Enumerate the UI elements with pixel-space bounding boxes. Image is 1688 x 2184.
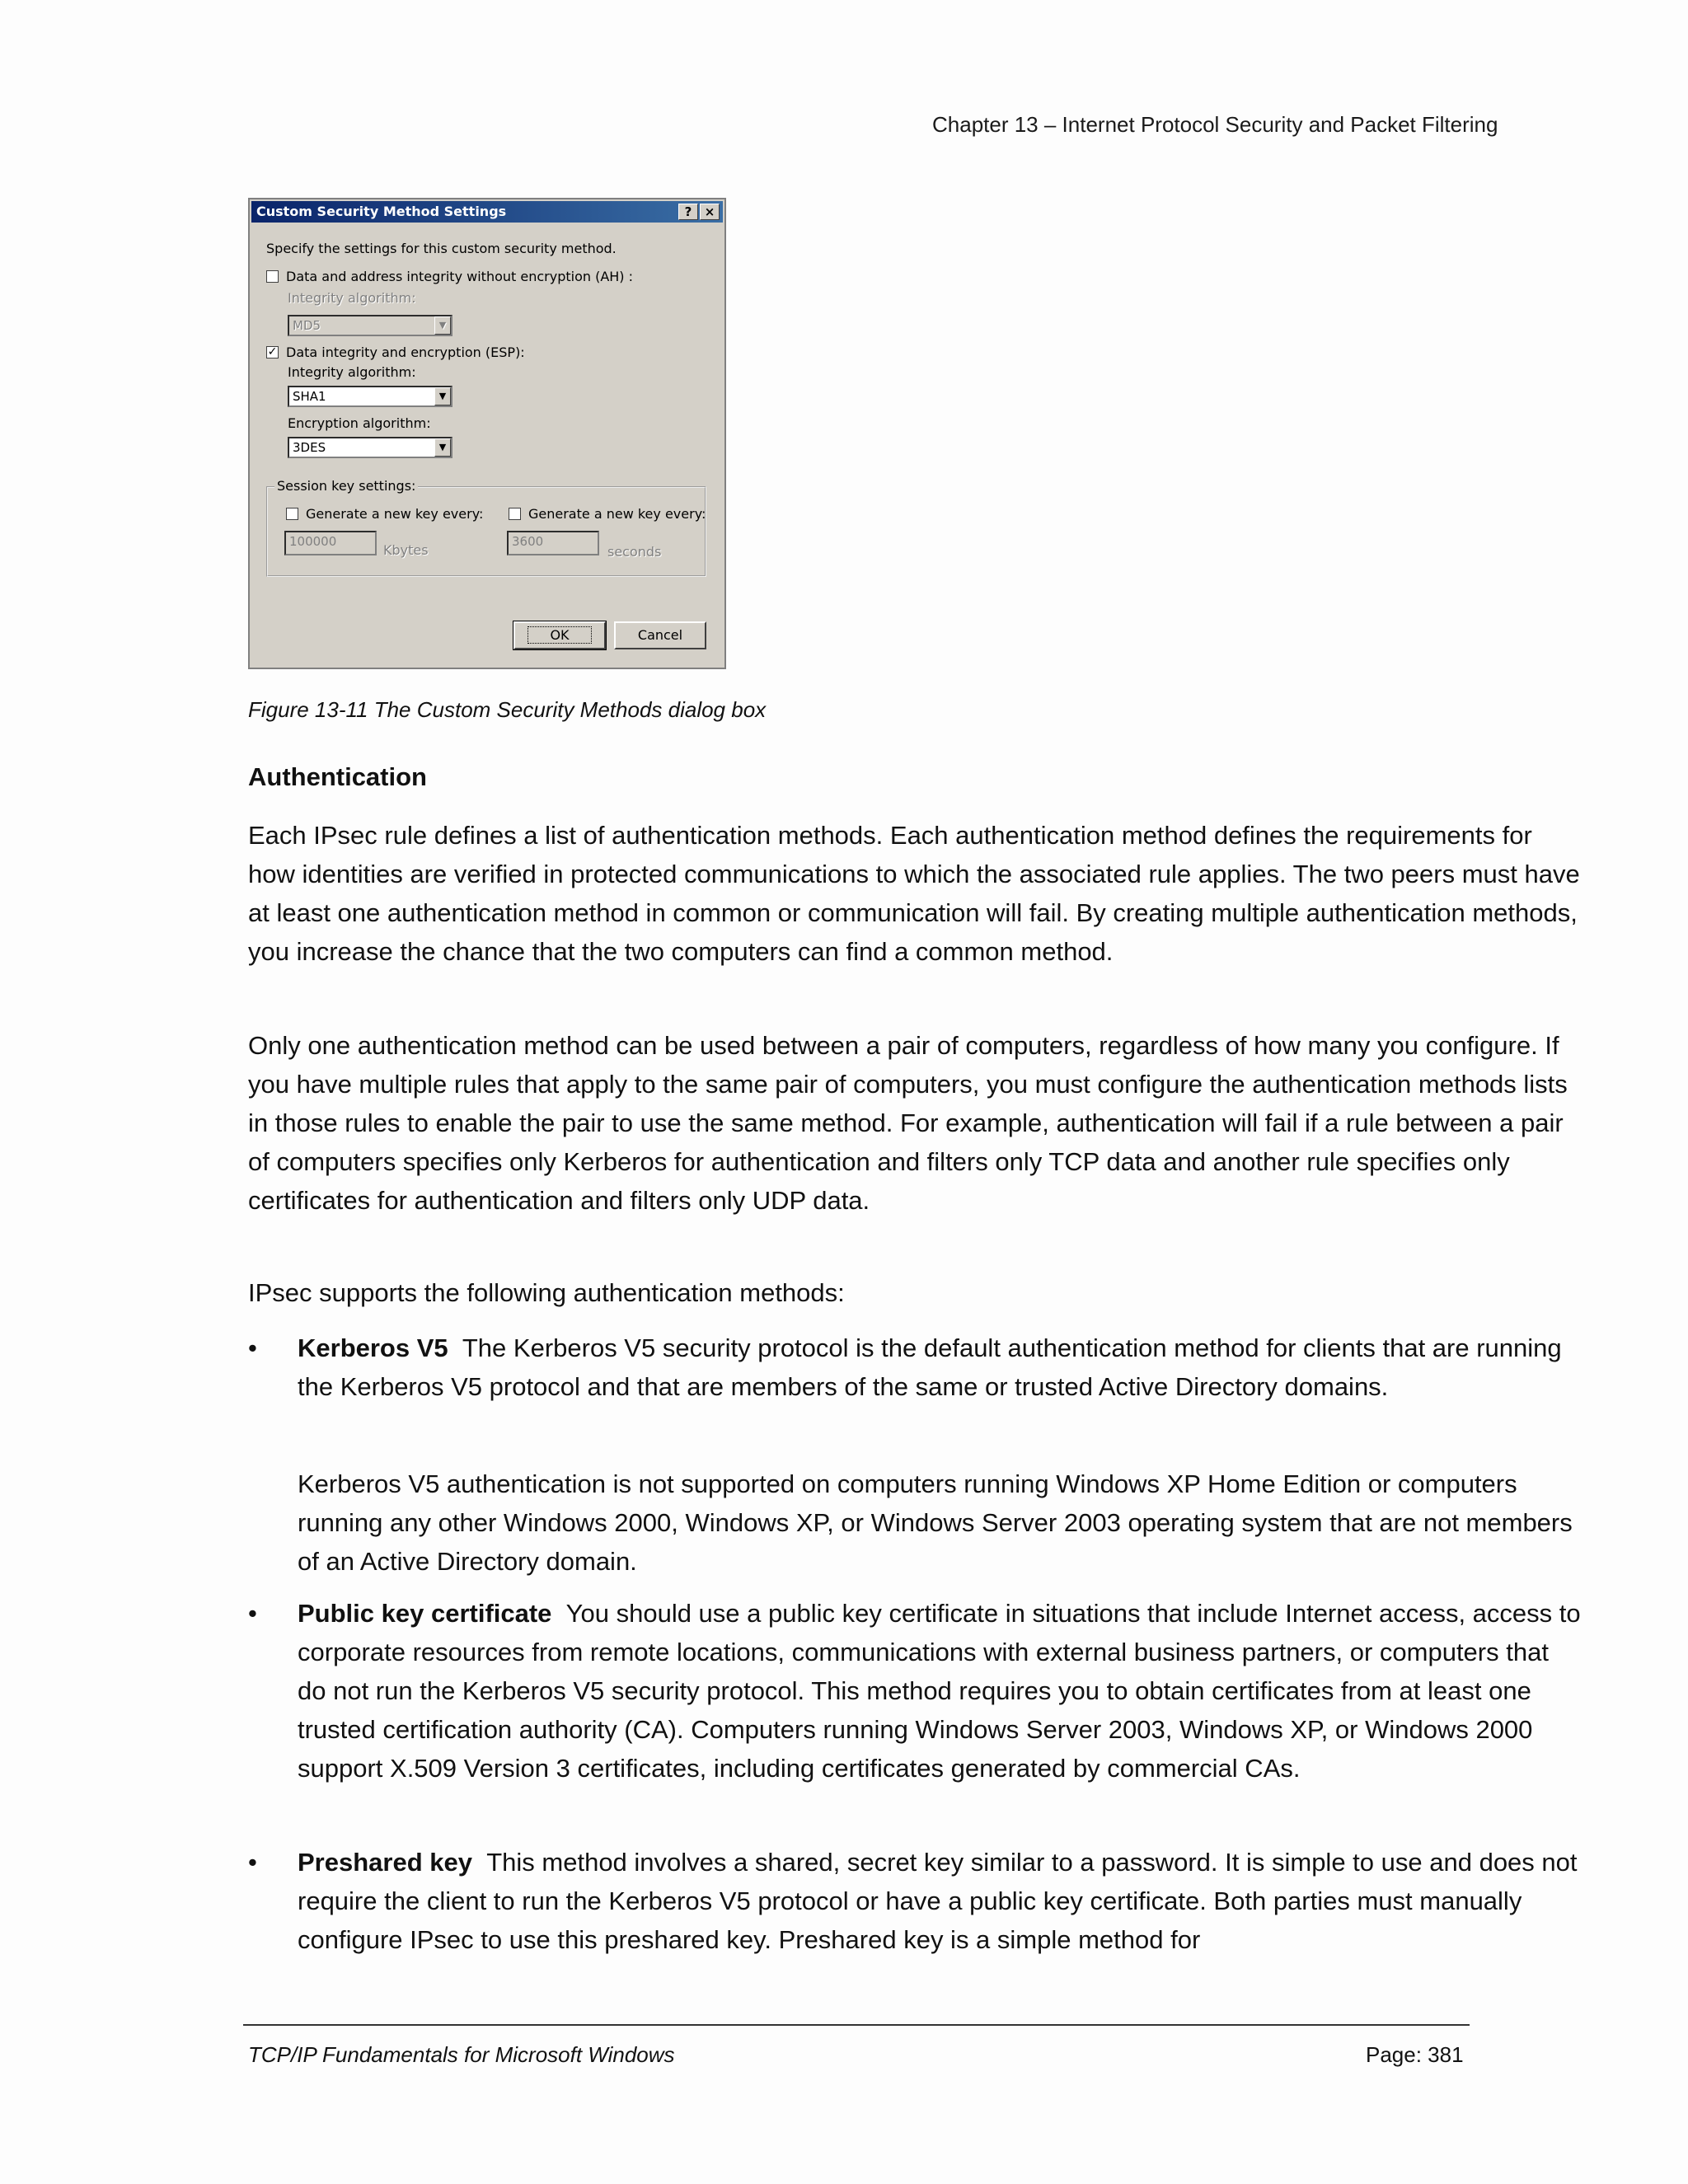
gen-sec-label: Generate a new key every: — [528, 506, 706, 522]
bullet-term: Preshared key — [298, 1848, 472, 1877]
paragraph-3: IPsec supports the following authentication methods: — [248, 1278, 845, 1307]
custom-security-dialog — [248, 198, 726, 669]
gen-sec-checkbox[interactable] — [509, 508, 521, 520]
dialog-intro: Specify the settings for this custom security method. — [266, 241, 617, 256]
bullet-term: Public key certificate — [298, 1599, 552, 1628]
dialog-titlebar — [251, 201, 723, 223]
section-heading: Authentication — [248, 762, 427, 791]
bullet-kerberos — [248, 1329, 1583, 1406]
encryption-label: Encryption algorithm: — [288, 415, 431, 431]
session-key-group — [266, 478, 706, 577]
figure-caption: Figure 13-11 The Custom Security Methods dialog box — [248, 697, 767, 722]
ok-button[interactable] — [513, 621, 606, 649]
dialog-title: Custom Security Method Settings — [256, 204, 507, 219]
session-key-label: Session key settings: — [274, 478, 418, 494]
bullet-public-key — [248, 1594, 1583, 1788]
bullet-text: The Kerberos V5 security protocol is the default authentication method for clients that are running the Kerberos V5 protocol and that are members of the same or trusted Active Directory domains. — [298, 1333, 1562, 1401]
kb-input[interactable]: 100000 — [284, 531, 377, 555]
esp-integrity-label: Integrity algorithm: — [288, 364, 416, 380]
gen-kb-label: Generate a new key every: — [306, 506, 484, 522]
sec-input[interactable]: 3600 — [507, 531, 599, 555]
ah-integrity-label: Integrity algorithm: — [288, 290, 416, 306]
footer-book-title: TCP/IP Fundamentals for Microsoft Windows — [248, 2042, 675, 2067]
page-header: Chapter 13 – Internet Protocol Security and Packet Filtering — [932, 112, 1498, 137]
bullet-marker: • — [248, 1333, 257, 1362]
help-button[interactable]: ? — [678, 204, 698, 220]
bullet-kerberos-note — [248, 1465, 1583, 1581]
ah-integrity-value: MD5 — [293, 318, 321, 333]
bullet-term: Kerberos V5 — [298, 1333, 448, 1362]
bullet-text: This method involves a shared, secret key similar to a password. It is simple to use and does not require the client to run the Kerberos V5 protocol or have a public key certificate. Both parties must manually configure IPsec to use this preshared key. Preshared key is a simple method for — [298, 1848, 1578, 1954]
sec-unit: seconds — [607, 544, 662, 560]
kb-unit: Kbytes — [383, 542, 429, 558]
esp-checkbox[interactable]: ✓ — [267, 345, 278, 359]
ok-label: OK — [528, 626, 591, 644]
chevron-down-icon: ▼ — [434, 316, 451, 335]
ah-checkbox[interactable] — [266, 270, 279, 283]
close-button[interactable]: × — [700, 204, 720, 220]
encryption-select[interactable] — [288, 437, 452, 458]
chevron-down-icon: ▼ — [434, 387, 451, 405]
ah-integrity-select[interactable] — [288, 315, 452, 336]
paragraph-2: Only one authentication method can be used between a pair of computers, regardless of how many you configure. If you have multiple rules that apply to the same pair of computers, you must configure the authentication methods lists in those rules to enable the pair to use the same method. For example, authentication will fail if a rule between a pair of computers specifies only Kerberos for authentication and filters only TCP data and another rule specifies only certificates for authentication and filters only UDP data. — [248, 1031, 1568, 1215]
encryption-value: 3DES — [293, 440, 326, 455]
paragraph-1: Each IPsec rule defines a list of authentication methods. Each authentication method defines the requirements for how identities are verified in protected communications to which the associated rule applies. The two peers must have at least one authentication method in common or communication will fail. By creating multiple authentication methods, you increase the chance that the two computers can find a common method. — [248, 821, 1580, 966]
footer-divider — [243, 2024, 1470, 2026]
cancel-button[interactable]: Cancel — [614, 621, 706, 649]
esp-integrity-select[interactable] — [288, 386, 452, 407]
chevron-down-icon: ▼ — [434, 438, 451, 457]
ah-label: Data and address integrity without encryption (AH) : — [286, 269, 634, 284]
esp-integrity-value: SHA1 — [293, 389, 326, 404]
bullet-text: You should use a public key certificate in situations that include Internet access, access to corporate resources from remote locations, communications with external business partners, or computers that do not run the Kerberos V5 security protocol. This method requires you to obtain certificates from at least one trusted certification authority (CA). Computers running Windows Server 2003, Windows XP, or Windows 2000 support X.509 Version 3 certificates, including certificates generated by commercial CAs. — [298, 1599, 1581, 1783]
bullet-marker: • — [248, 1848, 257, 1877]
esp-label: Data integrity and encryption (ESP): — [286, 344, 525, 360]
gen-kb-checkbox[interactable] — [286, 508, 298, 520]
footer-page-number: Page: 381 — [1366, 2042, 1464, 2067]
bullet-preshared — [248, 1843, 1583, 1959]
bullet-extra: Kerberos V5 authentication is not supported on computers running Windows XP Home Edition or computers running any other Windows 2000, Windows XP, or Windows Server 2003 operating system that are not members of an Active Directory domain. — [298, 1469, 1573, 1576]
bullet-marker: • — [248, 1599, 257, 1628]
